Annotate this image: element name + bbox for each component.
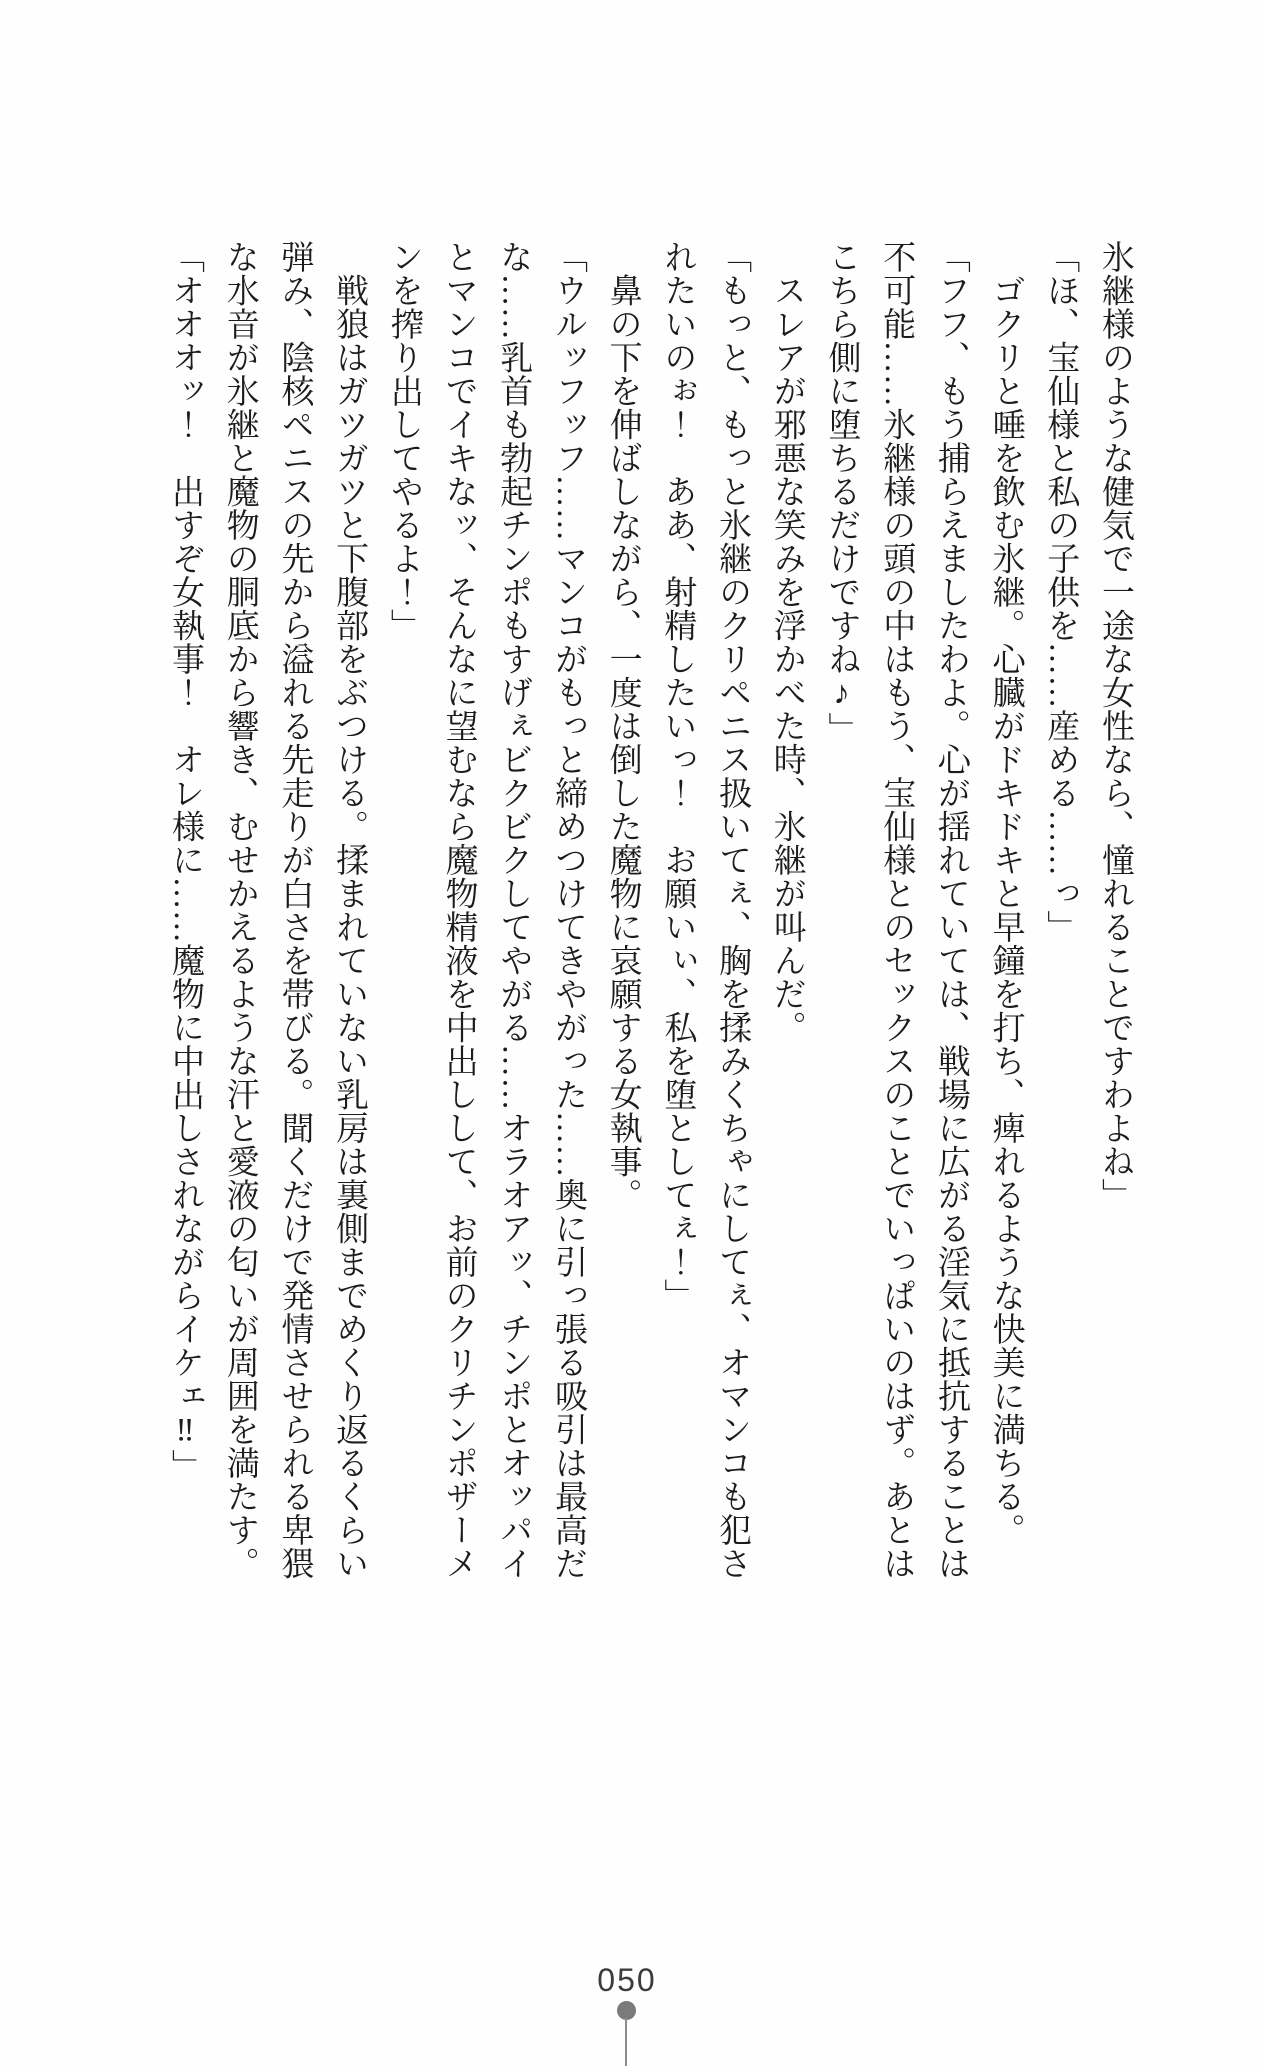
footer-rule bbox=[625, 2018, 627, 2066]
text-line: な水音が氷継と魔物の胴底から響き、むせかえるような汗と愛液の匂いが周囲を満たす。 bbox=[221, 240, 258, 1580]
text-line: 「ほ、宝仙様と私の子供を……産める……っ」 bbox=[1042, 240, 1079, 944]
text-line: ゴクリと唾を飲む氷継。心臓がドキドキと早鐘を打ち、痺れるような快美に満ちる。 bbox=[987, 240, 1024, 1547]
text-line: スレアが邪悪な笑みを浮かべた時、氷継が叫んだ。 bbox=[768, 240, 805, 1044]
text-line: 鼻の下を伸ばしながら、一度は倒した魔物に哀願する女執事。 bbox=[604, 240, 641, 1212]
text-line: こちら側に堕ちるだけですね♪」 bbox=[823, 240, 860, 746]
text-line: 氷継様のような健気で一途な女性なら、憧れることですわよね」 bbox=[1097, 240, 1133, 1212]
text-line: れたいのぉ！ ああ、射精したいっ！ お願いぃ、私を堕としてぇ！」 bbox=[659, 240, 696, 1312]
text-line: ンを搾り出してやるよ！」 bbox=[385, 240, 422, 642]
page-number: 050 bbox=[597, 1962, 657, 1998]
text-line: 「オオオッ！ 出すぞ女執事！ オレ様に……魔物に中出しされながらイケェ‼」 bbox=[167, 240, 204, 1483]
text-line: 弾み、陰核ペニスの先から溢れる先走りが白さを帯びる。聞くだけで発情させられる卑猥 bbox=[276, 240, 313, 1580]
text-line: 不可能……氷継様の頭の中はもう、宝仙様とのセックスのことでいっぱいのはず。あとは bbox=[878, 240, 915, 1580]
text-line: 「フフ、もう捕らえましたわよ。心が揺れていては、戦場に広がる淫気に抵抗することは bbox=[932, 240, 969, 1580]
text-line: 戦狼はガツガツと下腹部をぶつける。揉まれていない乳房は裏側までめくり返るくらい bbox=[331, 240, 368, 1580]
text-line: な……乳首も勃起チンポもすげぇビクビクしてやがる……オラオアッ、チンポとオッパイ bbox=[495, 240, 532, 1580]
text-line: とマンコでイキなッ、そんなに望むなら魔物精液を中出しして、お前のクリチンポザーメ bbox=[440, 240, 477, 1580]
text-line: 「もっと、もっと氷継のクリペニス扱いてぇ、胸を揉みくちゃにしてぇ、オマンコも犯さ bbox=[714, 240, 751, 1580]
text-line: 「ウルッフッフ……マンコがもっと締めつけてきやがった……奥に引っ張る吸引は最高だ bbox=[549, 240, 586, 1580]
vertical-text-block bbox=[157, 240, 1142, 1610]
